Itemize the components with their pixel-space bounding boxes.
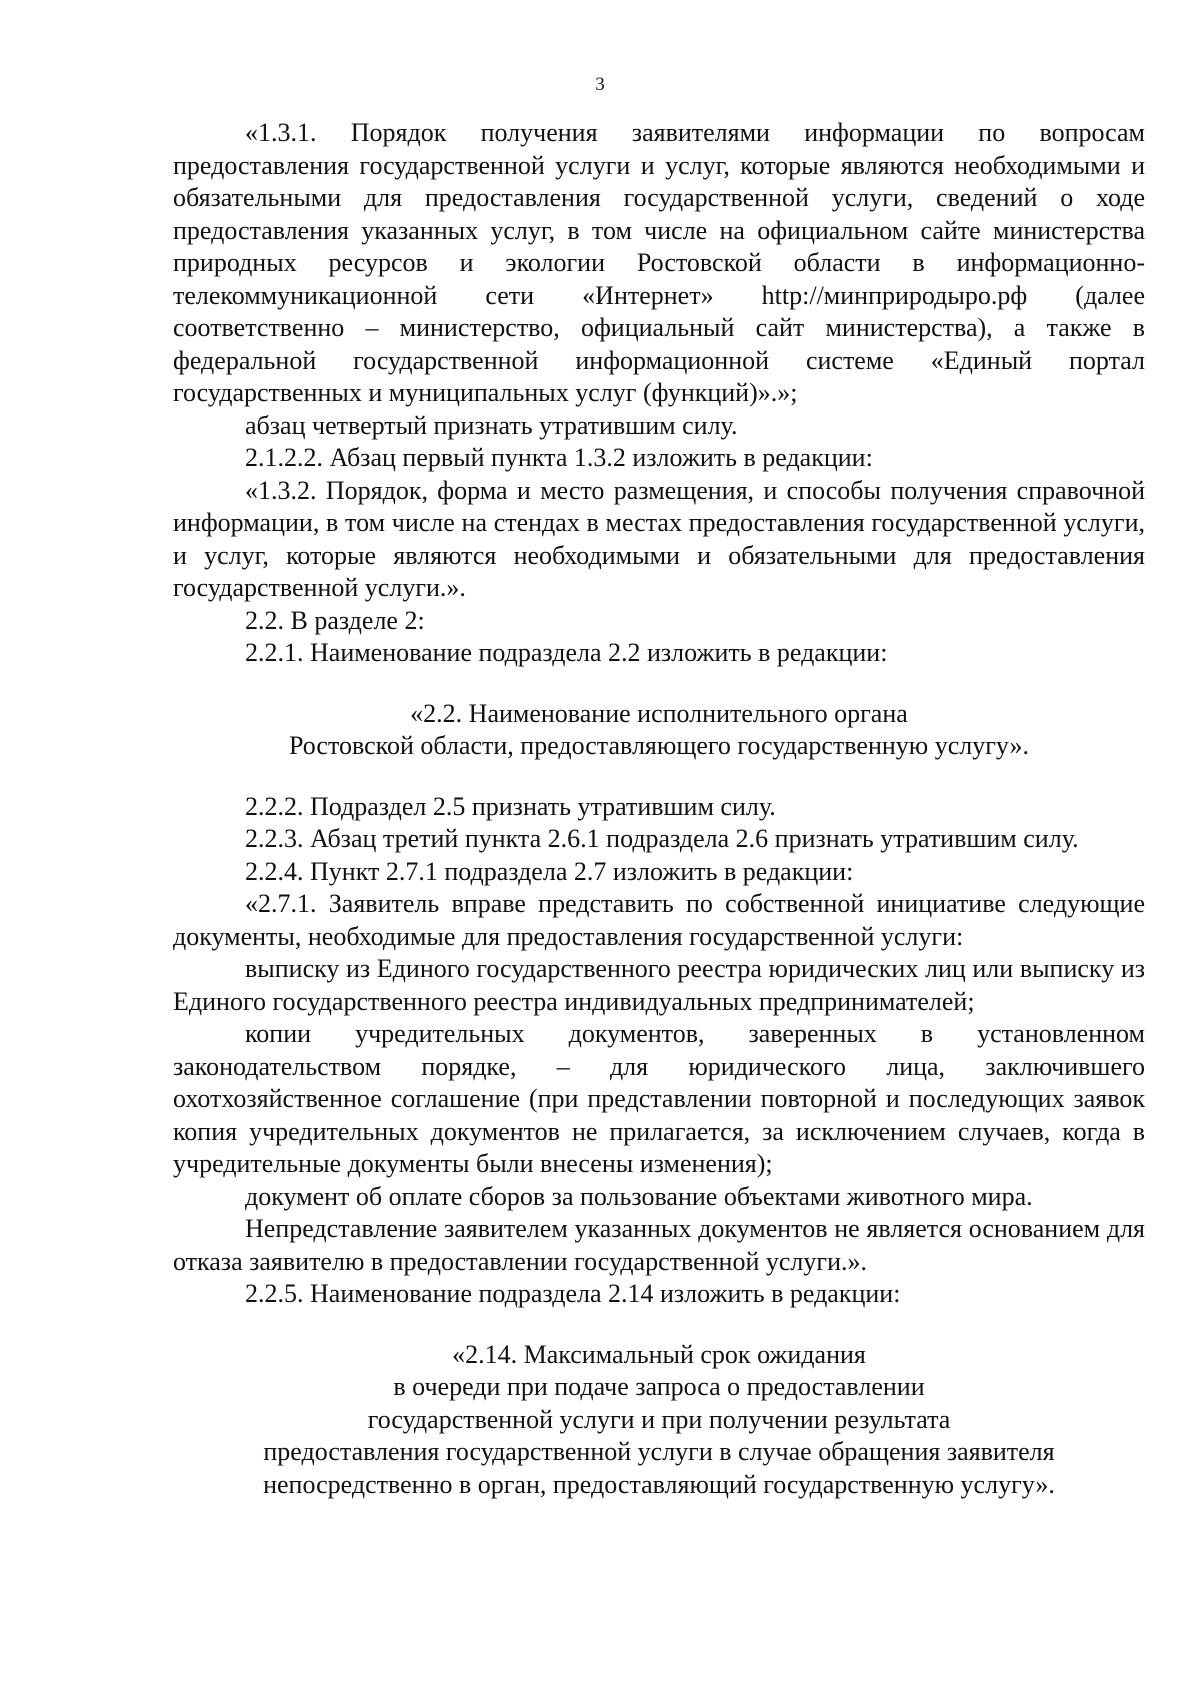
paragraph-2-2-2: 2.2.2. Подраздел 2.5 признать утратившим силу. — [245, 791, 776, 821]
paragraph-2-2-1: 2.2.1. Наименование подраздела 2.2 изложить в редакции: — [245, 638, 888, 667]
heading-2-14-line-4: предоставления государственной услуги в случае обращения заявителя — [263, 1437, 1055, 1466]
paragraph-1-3-1: «1.3.1. Порядок получения заявителями информации по вопросам предоставления государственной услуги и услуг, которые являются необходимыми и обязательными для предоставления государственной услуги, сведений о ходе предоставления указанных услуг, в том числе на официальном сайте министерства природных ресурсов и экологии Ростовской области в информационно-телекоммуникационной сети «Интернет» http://минприродыро.рф (далее соответственно – министерство, официальный сайт министерства), а также в федеральной государственной информационной системе «Единый портал государственных и муниципальных услуг (функций)».»; — [173, 118, 1145, 407]
paragraph-2-2-5: 2.2.5. Наименование подраздела 2.14 изложить в редакции: — [245, 1279, 901, 1308]
document-body — [173, 117, 1145, 1501]
heading-2-14-line-5: непосредственно в орган, предоставляющий государственную услугу». — [263, 1469, 1055, 1499]
page-number: 3 — [595, 74, 605, 95]
paragraph-1-3-2: «1.3.2. Порядок, форма и место размещения, и способы получения справочной информации, в том числе на стендах в местах предоставления государственной услуги, и услуг, которые являются необходимыми и обязательными для предоставления государственной услуги.». — [173, 475, 1145, 602]
heading-2-14-line-1: «2.14. Максимальный срок ожидания — [452, 1339, 866, 1369]
paragraph-vypisku: выписку из Единого государственного реестра юридических лиц или выписку из Единого государственного реестра индивидуальных предпринимателей; — [173, 954, 1145, 1016]
paragraph-2-2: 2.2. В разделе 2: — [245, 605, 425, 635]
heading-2-14-line-3: государственной услуги и при получении результата — [367, 1404, 951, 1434]
paragraph-2-7-1: «2.7.1. Заявитель вправе представить по собственной инициативе следующие документы, необходимые для предоставления государственной услуги: — [173, 889, 1145, 951]
paragraph-nepredstavlenie: Непредставление заявителем указанных документов не является основанием для отказа заявителю в предоставлении государственной услуги.». — [173, 1214, 1145, 1276]
paragraph-2-2-4: 2.2.4. Пункт 2.7.1 подраздела 2.7 изложить в редакции: — [245, 856, 854, 886]
paragraph-2-1-2-2: 2.1.2.2. Абзац первый пункта 1.3.2 изложить в редакции: — [245, 443, 873, 472]
spacer — [173, 1311, 1145, 1339]
paragraph-2-2-3: 2.2.3. Абзац третий пункта 2.6.1 подраздела 2.6 признать утратившим силу. — [245, 824, 1079, 853]
paragraph-abzac-4: абзац четвертый признать утратившим силу. — [245, 410, 738, 440]
paragraph-kopii: копии учредительных документов, заверенных в установленном законодательством порядке, – для юридического лица, заключившего охотхозяйственное соглашение (при представлении повторной и последующих заявок копия учредительных документов не прилагается, за исключением случаев, когда в учредительные документы были внесены изменения); — [173, 1019, 1145, 1178]
heading-2-2-line-2: Ростовской области, предоставляющего государственную услугу». — [288, 731, 1030, 760]
paragraph-dokument: документ об оплате сборов за пользование объектами животного мира. — [245, 1181, 1033, 1211]
spacer — [173, 670, 1145, 698]
heading-2-14-line-2: в очереди при подаче запроса о предоставлении — [393, 1372, 925, 1401]
spacer — [173, 763, 1145, 791]
heading-2-2-line-1: «2.2. Наименование исполнительного органа — [410, 698, 908, 728]
